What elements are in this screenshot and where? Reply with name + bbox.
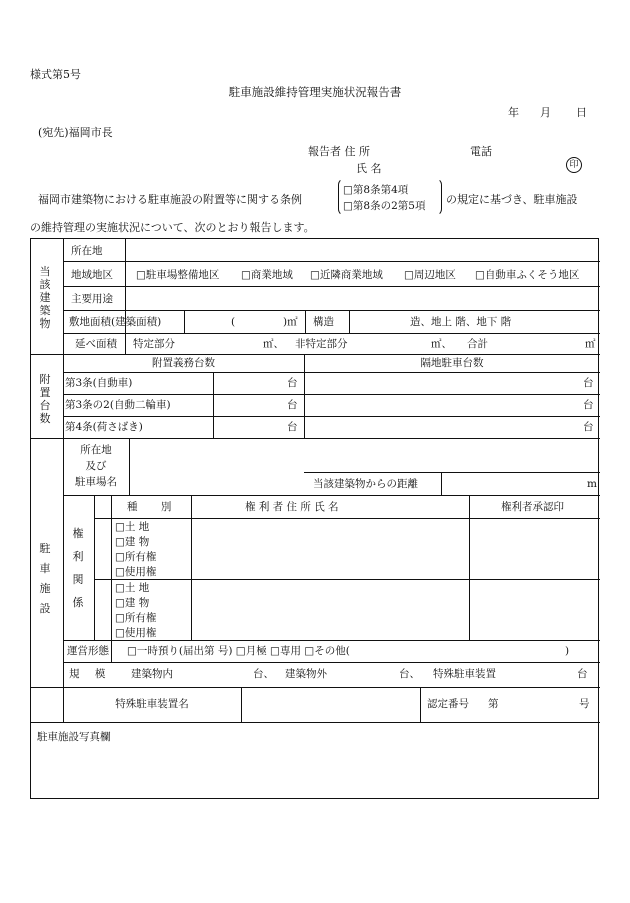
district-option-parking[interactable]: □駐車場整備地区 [136,269,220,281]
row-article4-remote-unit: 台 [583,421,594,433]
structure-label: 構造 [313,316,334,328]
photo-section-label: 駐車施設写真欄 [37,731,111,743]
section-parking-label: 駐 車 施 設 [39,542,51,615]
total-unit: ㎡ [585,338,596,350]
building-location-label: 所在地 [71,245,103,257]
structure-value: 造、地上 階、地下 階 [410,316,512,328]
addressee: (宛先)福岡市長 [38,126,113,139]
section-building-label: 当 該 建 築 物 [39,265,51,330]
scale-inside-label: 建築物内 [131,668,173,680]
right-type-ownership-1[interactable]: □所有権 [115,551,157,563]
scale-special-label: 特殊駐車装置 [433,668,496,680]
cert-number-prefix: 第 [488,698,499,710]
right-type-usage-2[interactable]: □使用権 [115,627,157,639]
row-article3-2-remote-unit: 台 [583,399,594,411]
cert-number-label: 認定番号 [427,698,469,710]
reporter-address-label: 報告者 住 所 [308,145,370,158]
rights-section-label: 権 利 関 係 [72,527,84,609]
row-article4-unit: 台 [287,421,298,433]
option-article-8-2-5[interactable]: □第8条の2第5項 [343,200,426,212]
right-type-land-2[interactable]: □土 地 [115,582,150,594]
scale-inside-unit: 台、 [253,668,274,680]
row-article3-remote-unit: 台 [583,377,594,389]
type-header: 種 別 [127,501,182,513]
required-count-header: 附置義務台数 [152,357,215,369]
district-option-surrounding[interactable]: □周辺地区 [404,269,456,281]
main-use-label: 主要用途 [71,293,113,305]
date-day: 日 [576,106,587,119]
floor-area-label: 延べ面積 [75,338,117,350]
parking-location-label-3: 駐車場名 [75,476,117,488]
reporter-name-label: 氏 名 [356,162,382,175]
parking-location-label-2: 及び [85,460,107,472]
district-option-congested[interactable]: □自動車ふくそう地区 [475,269,580,281]
row-article3-unit: 台 [287,377,298,389]
total-label: 合計 [467,338,488,350]
cert-number-suffix: 号 [579,698,590,710]
row-article3-label: 第3条(自動車) [65,377,133,389]
intro-line-1: 福岡市建築物における駐車施設の附置等に関する条例 [38,193,302,206]
date-month: 月 [540,106,551,119]
operation-options[interactable]: □一時預り(届出第 号) □月極 □専用 □その他( [127,645,350,657]
scale-outside-label: 建築物外 [285,668,327,680]
district-option-commercial[interactable]: □商業地域 [241,269,293,281]
operation-label: 運営形態 [67,645,109,657]
right-type-land-1[interactable]: □土 地 [115,521,150,533]
right-type-building-2[interactable]: □建 物 [115,597,150,609]
form-number: 様式第5号 [30,68,81,81]
distance-unit: m [587,478,597,490]
date-year: 年 [508,106,519,119]
site-area-label: 敷地面積(建築面積) [69,316,162,328]
row-article3-2-unit: 台 [287,399,298,411]
intro-line-1-end: の規定に基づき、駐車施設 [446,193,578,206]
parking-location-label-1: 所在地 [80,444,112,456]
device-name-label: 特殊駐車装置名 [115,698,189,710]
holder-header: 権 利 者 住 所 氏 名 [245,501,339,513]
intro-line-2: の維持管理の実施状況について、次のとおり報告します。 [30,221,315,234]
document-title: 駐車施設維持管理実施状況報告書 [228,85,402,99]
scale-label: 規 模 [69,668,112,680]
seal-mark: 印 [566,157,582,173]
row-article4-label: 第4条(荷さばき) [65,421,143,433]
right-type-usage-1[interactable]: □使用権 [115,566,157,578]
report-form-table [30,238,599,799]
scale-outside-unit: 台、 [399,668,420,680]
nonspecified-part-unit: ㎡、 [431,338,452,350]
specified-part-label: 特定部分 [133,338,175,350]
specified-part-unit: ㎡、 [263,338,284,350]
right-type-ownership-2[interactable]: □所有権 [115,612,157,624]
remote-count-header: 隔地駐車台数 [420,357,484,369]
site-area-unit: )㎡ [283,316,298,328]
section-attached-label: 附 置 台 数 [39,373,51,425]
nonspecified-part-label: 非特定部分 [295,338,348,350]
phone-label: 電話 [470,145,492,158]
district-label: 地域地区 [71,269,113,281]
scale-special-unit: 台 [577,668,588,680]
distance-label: 当該建築物からの距離 [313,478,418,490]
operation-close-paren: ) [565,645,570,657]
approval-header: 権利者承認印 [501,501,564,513]
district-option-neighborhood[interactable]: □近隣商業地域 [310,269,383,281]
site-area-paren: ( [231,316,236,328]
right-type-building-1[interactable]: □建 物 [115,536,150,548]
row-article3-2-label: 第3条の2(自動二輪車) [65,399,171,411]
option-article-8-4[interactable]: □第8条第4項 [343,184,409,196]
